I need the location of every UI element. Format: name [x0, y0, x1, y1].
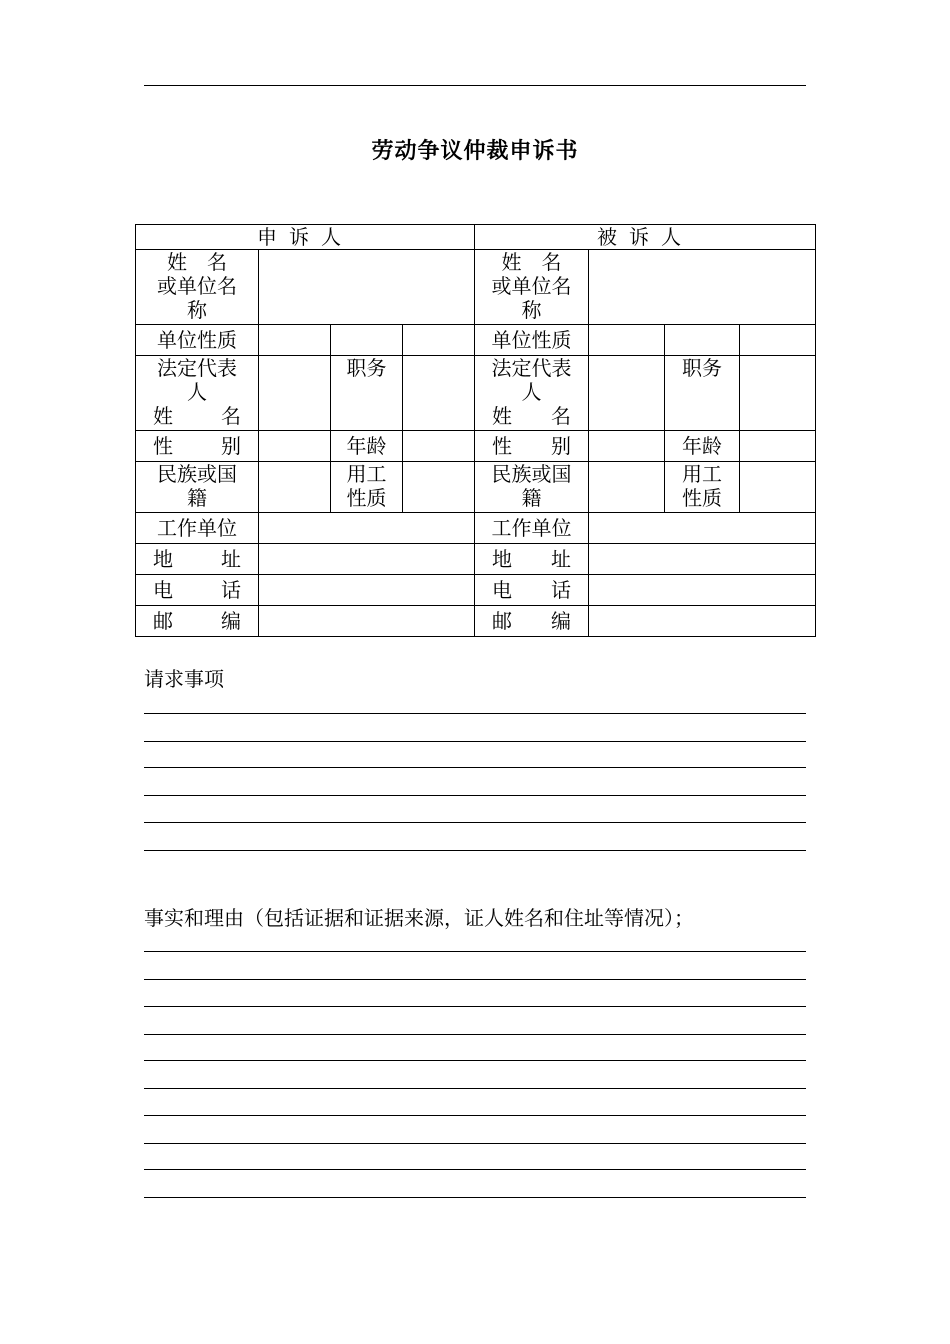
ethnicity-line2: 籍: [187, 486, 207, 510]
requests-line[interactable]: [144, 822, 806, 823]
employment-line2: 性质: [346, 486, 387, 510]
facts-line[interactable]: [144, 1088, 806, 1089]
ethnicity-line1: 民族或国: [157, 462, 237, 486]
name-label-line2: 或单位名: [491, 274, 572, 298]
respondent-ethnicity-field[interactable]: [589, 462, 665, 513]
respondent-legal-rep-field[interactable]: [589, 356, 665, 431]
legal-rep-line2: 人: [521, 380, 542, 404]
applicant-unit-nature-field-3[interactable]: [403, 325, 475, 356]
facts-line[interactable]: [144, 1034, 806, 1035]
facts-line[interactable]: [144, 1006, 806, 1007]
facts-line[interactable]: [144, 1197, 806, 1198]
legal-rep-line1: 法定代表: [157, 356, 237, 380]
facts-line[interactable]: [144, 1060, 806, 1061]
legal-rep-line3: 姓名: [153, 404, 241, 428]
legal-rep-line2: 人: [187, 380, 207, 404]
requests-label: 请求事项: [144, 667, 224, 691]
legal-rep-line3: 姓名: [492, 404, 571, 428]
respondent-name-label: [475, 250, 589, 325]
applicant-gender-field[interactable]: [259, 431, 331, 462]
requests-line[interactable]: [144, 795, 806, 796]
respondent-work-unit-field[interactable]: [589, 513, 816, 544]
respondent-unit-nature-label: 单位性质: [475, 325, 589, 356]
respondent-position-label: 职务: [665, 356, 740, 431]
applicant-postcode-label: 邮编: [136, 606, 259, 637]
requests-line[interactable]: [144, 741, 806, 742]
respondent-employment-label: [665, 462, 740, 513]
respondent-phone-field[interactable]: [589, 575, 816, 606]
respondent-gender-label: 性别: [475, 431, 589, 462]
facts-line[interactable]: [144, 951, 806, 952]
employment-line1: 用工: [346, 462, 387, 486]
document-title: 劳动争议仲裁申诉书: [371, 138, 579, 164]
respondent-ethnicity-label: [475, 462, 589, 513]
employment-line2: 性质: [682, 486, 722, 510]
facts-line[interactable]: [144, 979, 806, 980]
applicant-header: 申诉人: [136, 225, 475, 250]
requests-line[interactable]: [144, 850, 806, 851]
party-info-table: [135, 224, 816, 637]
legal-rep-line1: 法定代表: [491, 356, 572, 380]
applicant-position-field[interactable]: [403, 356, 475, 431]
applicant-ethnicity-field[interactable]: [259, 462, 331, 513]
respondent-address-field[interactable]: [589, 544, 816, 575]
applicant-name-field[interactable]: [259, 250, 475, 325]
applicant-work-unit-label: 工作单位: [136, 513, 259, 544]
applicant-work-unit-field[interactable]: [259, 513, 475, 544]
respondent-position-field[interactable]: [740, 356, 816, 431]
respondent-postcode-field[interactable]: [589, 606, 816, 637]
facts-line[interactable]: [144, 1115, 806, 1116]
respondent-age-label: 年龄: [665, 431, 740, 462]
applicant-ethnicity-label: [136, 462, 259, 513]
applicant-address-field[interactable]: [259, 544, 475, 575]
applicant-age-label: 年龄: [331, 431, 403, 462]
applicant-address-label: 地址: [136, 544, 259, 575]
applicant-gender-label: 性别: [136, 431, 259, 462]
respondent-phone-label: 电话: [475, 575, 589, 606]
respondent-legal-rep-label: [475, 356, 589, 431]
requests-line[interactable]: [144, 713, 806, 714]
name-label-line1: 姓 名: [167, 250, 227, 274]
name-label-line1: 姓 名: [501, 250, 562, 274]
respondent-unit-nature-field-2[interactable]: [665, 325, 740, 356]
applicant-postcode-field[interactable]: [259, 606, 475, 637]
respondent-employment-field[interactable]: [740, 462, 816, 513]
name-label-line3: 称: [521, 298, 542, 322]
applicant-legal-rep-field[interactable]: [259, 356, 331, 431]
facts-line[interactable]: [144, 1143, 806, 1144]
name-label-line2: 或单位名: [157, 274, 237, 298]
top-rule: [144, 85, 806, 86]
respondent-postcode-label: 邮编: [475, 606, 589, 637]
respondent-unit-nature-field-1[interactable]: [589, 325, 665, 356]
applicant-unit-nature-label: 单位性质: [136, 325, 259, 356]
requests-line[interactable]: [144, 767, 806, 768]
applicant-unit-nature-field-1[interactable]: [259, 325, 331, 356]
applicant-unit-nature-field-2[interactable]: [331, 325, 403, 356]
respondent-unit-nature-field-3[interactable]: [740, 325, 816, 356]
name-label-line3: 称: [187, 298, 207, 322]
facts-label: 事实和理由（包括证据和证据来源，证人姓名和住址等情况）；: [144, 906, 694, 930]
ethnicity-line1: 民族或国: [491, 462, 572, 486]
respondent-header: 被诉人: [475, 225, 816, 250]
applicant-phone-field[interactable]: [259, 575, 475, 606]
applicant-employment-label: [331, 462, 403, 513]
employment-line1: 用工: [682, 462, 722, 486]
applicant-phone-label: 电话: [136, 575, 259, 606]
respondent-gender-field[interactable]: [589, 431, 665, 462]
applicant-legal-rep-label: [136, 356, 259, 431]
respondent-age-field[interactable]: [740, 431, 816, 462]
respondent-address-label: 地址: [475, 544, 589, 575]
applicant-age-field[interactable]: [403, 431, 475, 462]
respondent-work-unit-label: 工作单位: [475, 513, 589, 544]
facts-line[interactable]: [144, 1169, 806, 1170]
ethnicity-line2: 籍: [521, 486, 542, 510]
applicant-position-label: 职务: [331, 356, 403, 431]
applicant-employment-field[interactable]: [403, 462, 475, 513]
respondent-name-field[interactable]: [589, 250, 816, 325]
applicant-name-label: [136, 250, 259, 325]
